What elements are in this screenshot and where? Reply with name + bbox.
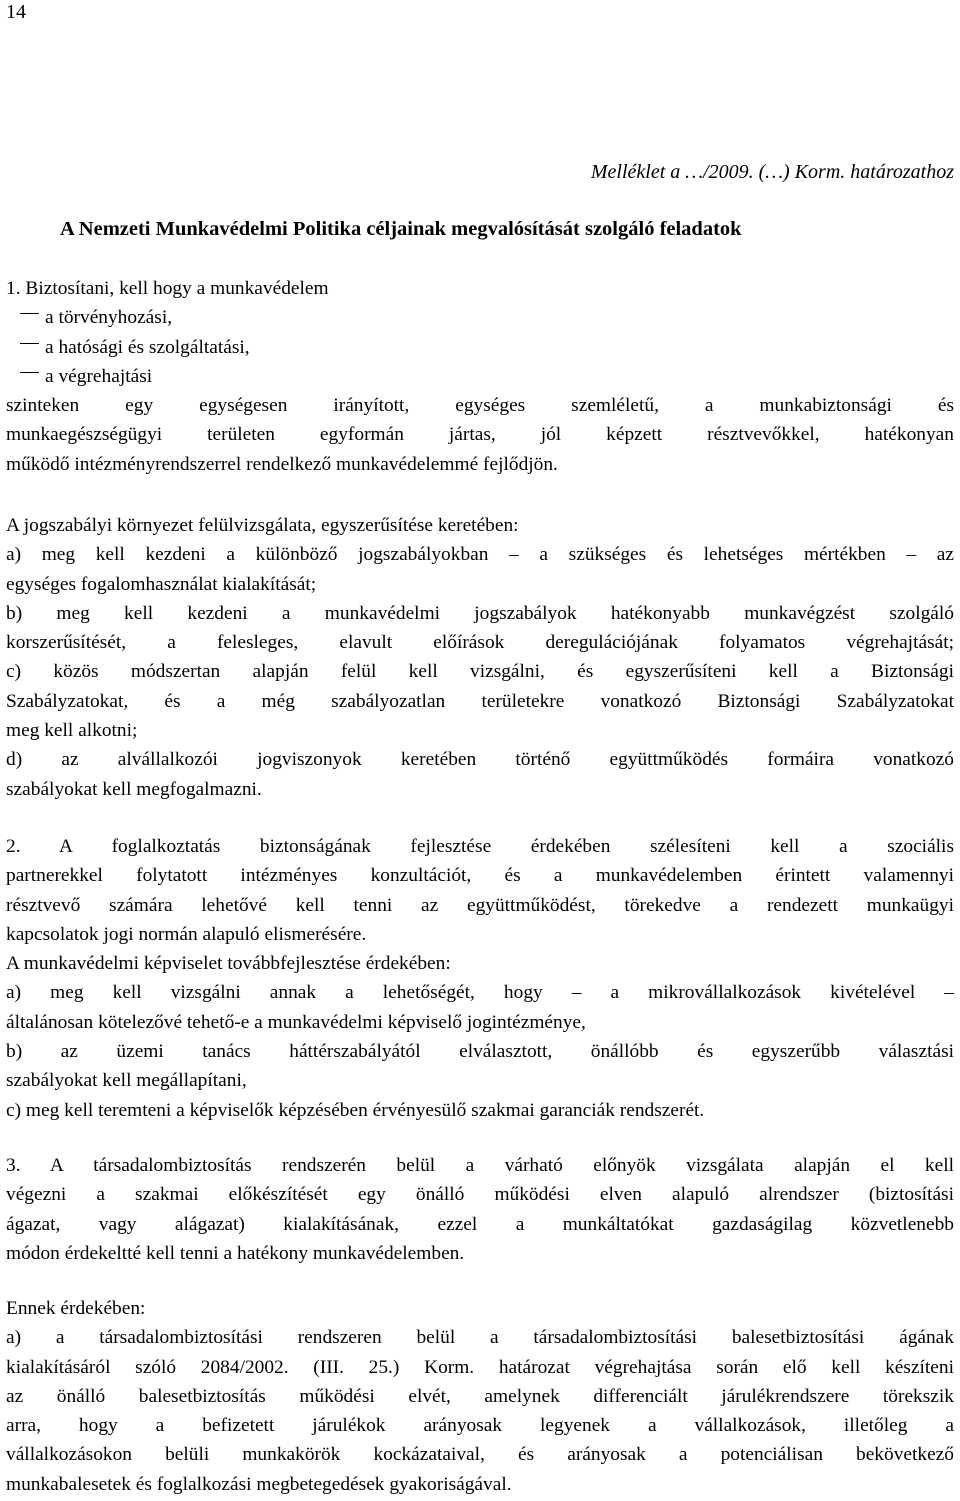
paragraph-line: meg kell alkotni; bbox=[6, 720, 138, 742]
dash-item bbox=[6, 362, 954, 391]
paragraph-line: munkaegészségügyi területen egyformán jártas, jól képzett résztvevőkkel, hatékonyan bbox=[6, 424, 954, 446]
section-3-followup bbox=[6, 1294, 954, 1499]
paragraph-line: A munkavédelmi képviselet továbbfejlesztése érdekében: bbox=[6, 953, 451, 975]
paragraph-line: c) meg kell teremteni a képviselők képzésében érvényesülő szakmai garanciák rendszerét. bbox=[6, 1099, 705, 1121]
dash-item bbox=[6, 303, 954, 332]
annex-note: Melléklet a …/2009. (…) Korm. határozathoz bbox=[590, 161, 954, 183]
dash-item-text: a hatósági és szolgáltatási, bbox=[45, 336, 250, 358]
paragraph-line: arra, hogy a befizetett járulékok arányosak legyenek a vállalkozások, illetőleg a bbox=[6, 1415, 954, 1437]
paragraph-line: b) az üzemi tanács háttérszabályától elválasztott, önállóbb és egyszerűbb választási bbox=[6, 1041, 954, 1063]
paragraph-line: a) a társadalombiztosítási rendszeren belül a társadalombiztosítási balesetbiztosítási ágának bbox=[6, 1327, 954, 1349]
paragraph-line: 2. A foglalkoztatás biztonságának fejlesztése érdekében szélesíteni kell a szociális bbox=[6, 836, 954, 857]
section-3 bbox=[6, 1151, 954, 1268]
section-1-review bbox=[6, 511, 954, 804]
paragraph-line: egységes fogalomhasználat kialakítását; bbox=[6, 573, 317, 595]
paragraph-line: b) meg kell kezdeni a munkavédelmi jogszabályok hatékonyabb munkavégzést szolgáló bbox=[6, 602, 954, 624]
page-number: 14 bbox=[6, 1, 26, 23]
paragraph-line: c) közös módszertan alapján felül kell vizsgálni, és egyszerűsíteni kell a Biztonsági bbox=[6, 661, 954, 683]
dash-item-text: a törvényhozási, bbox=[45, 307, 173, 329]
paragraph-line: vállalkozásokon belüli munkakörök kockázataival, és arányosak a potenciálisan bekövetkező bbox=[6, 1444, 954, 1466]
dash-mark bbox=[20, 343, 39, 344]
paragraph-line: Ennek érdekében: bbox=[6, 1298, 146, 1319]
paragraph-line: általánosan kötelezővé tehető-e a munkavédelmi képviselő jogintézménye, bbox=[6, 1011, 586, 1033]
paragraph-line: a) meg kell vizsgálni annak a lehetőségét, hogy – a mikrovállalkozások kivételével – bbox=[6, 982, 954, 1004]
paragraph-line: végezni a szakmai előkészítését egy önálló működési elven alapuló alrendszer (biztosítási bbox=[6, 1184, 954, 1206]
paragraph-line: 3. A társadalombiztosítás rendszerén belül a várható előnyök vizsgálata alapján el kell bbox=[6, 1155, 954, 1176]
paragraph-line: kapcsolatok jogi normán alapuló elismerésére. bbox=[6, 923, 367, 945]
paragraph-line: korszerűsítését, a felesleges, elavult előírások deregulációjának folyamatos végrehajtását; bbox=[6, 632, 954, 654]
dash-item bbox=[6, 333, 954, 362]
paragraph-line: partnerekkel folytatott intézményes konzultációt, és a munkavédelemben érintett valamennyi bbox=[6, 865, 954, 887]
paragraph-line: módon érdekeltté kell tenni a hatékony munkavédelemben. bbox=[6, 1242, 465, 1264]
paragraph-line: ágazat, vagy alágazat) kialakításának, ezzel a munkáltatókat gazdaságilag közvetlenebb bbox=[6, 1213, 954, 1235]
section-1-intro: 1. Biztosítani, kell hogy a munkavédelem bbox=[6, 278, 329, 299]
paragraph-line: a) meg kell kezdeni a különböző jogszabályokban – a szükséges és lehetséges mértékben – az bbox=[6, 544, 954, 566]
paragraph-line: működő intézményrendszerrel rendelkező munkavédelemmé fejlődjön. bbox=[6, 453, 558, 475]
document-title: A Nemzeti Munkavédelmi Politika céljainak megvalósítását szolgáló feladatok bbox=[60, 218, 742, 240]
section-1 bbox=[6, 274, 954, 479]
paragraph-line: kialakításáról szóló 2084/2002. (III. 25.) Korm. határozat végrehajtása során elő kell készíteni bbox=[6, 1356, 954, 1378]
paragraph-line: résztvevő számára lehetővé kell tenni az együttműködést, törekedve a rendezett munkaügyi bbox=[6, 894, 954, 916]
paragraph-line: szabályokat kell megfogalmazni. bbox=[6, 778, 262, 800]
paragraph-line: szabályokat kell megállapítani, bbox=[6, 1070, 247, 1092]
dash-mark bbox=[20, 372, 39, 373]
paragraph-line: az önálló balesetbiztosítás működési elvét, amelynek differenciált járulékrendszere törekszik bbox=[6, 1385, 954, 1407]
paragraph-line: szinteken egy egységesen irányított, egységes szemléletű, a munkabiztonsági és bbox=[6, 395, 954, 417]
paragraph-line: munkabalesetek és foglalkozási megbetegedések gyakoriságával. bbox=[6, 1473, 512, 1495]
section-2 bbox=[6, 832, 954, 1125]
paragraph-line: d) az alvállalkozói jogviszonyok keretében történő együttműködés formáira vonatkozó bbox=[6, 749, 954, 771]
dash-mark bbox=[20, 313, 39, 314]
paragraph-line: A jogszabályi környezet felülvizsgálata, egyszerűsítése keretében: bbox=[6, 515, 519, 536]
dash-item-text: a végrehajtási bbox=[45, 365, 153, 387]
paragraph-line: Szabályzatokat, és a még szabályozatlan területekre vonatkozó Biztonsági Szabályzatokat bbox=[6, 690, 954, 712]
